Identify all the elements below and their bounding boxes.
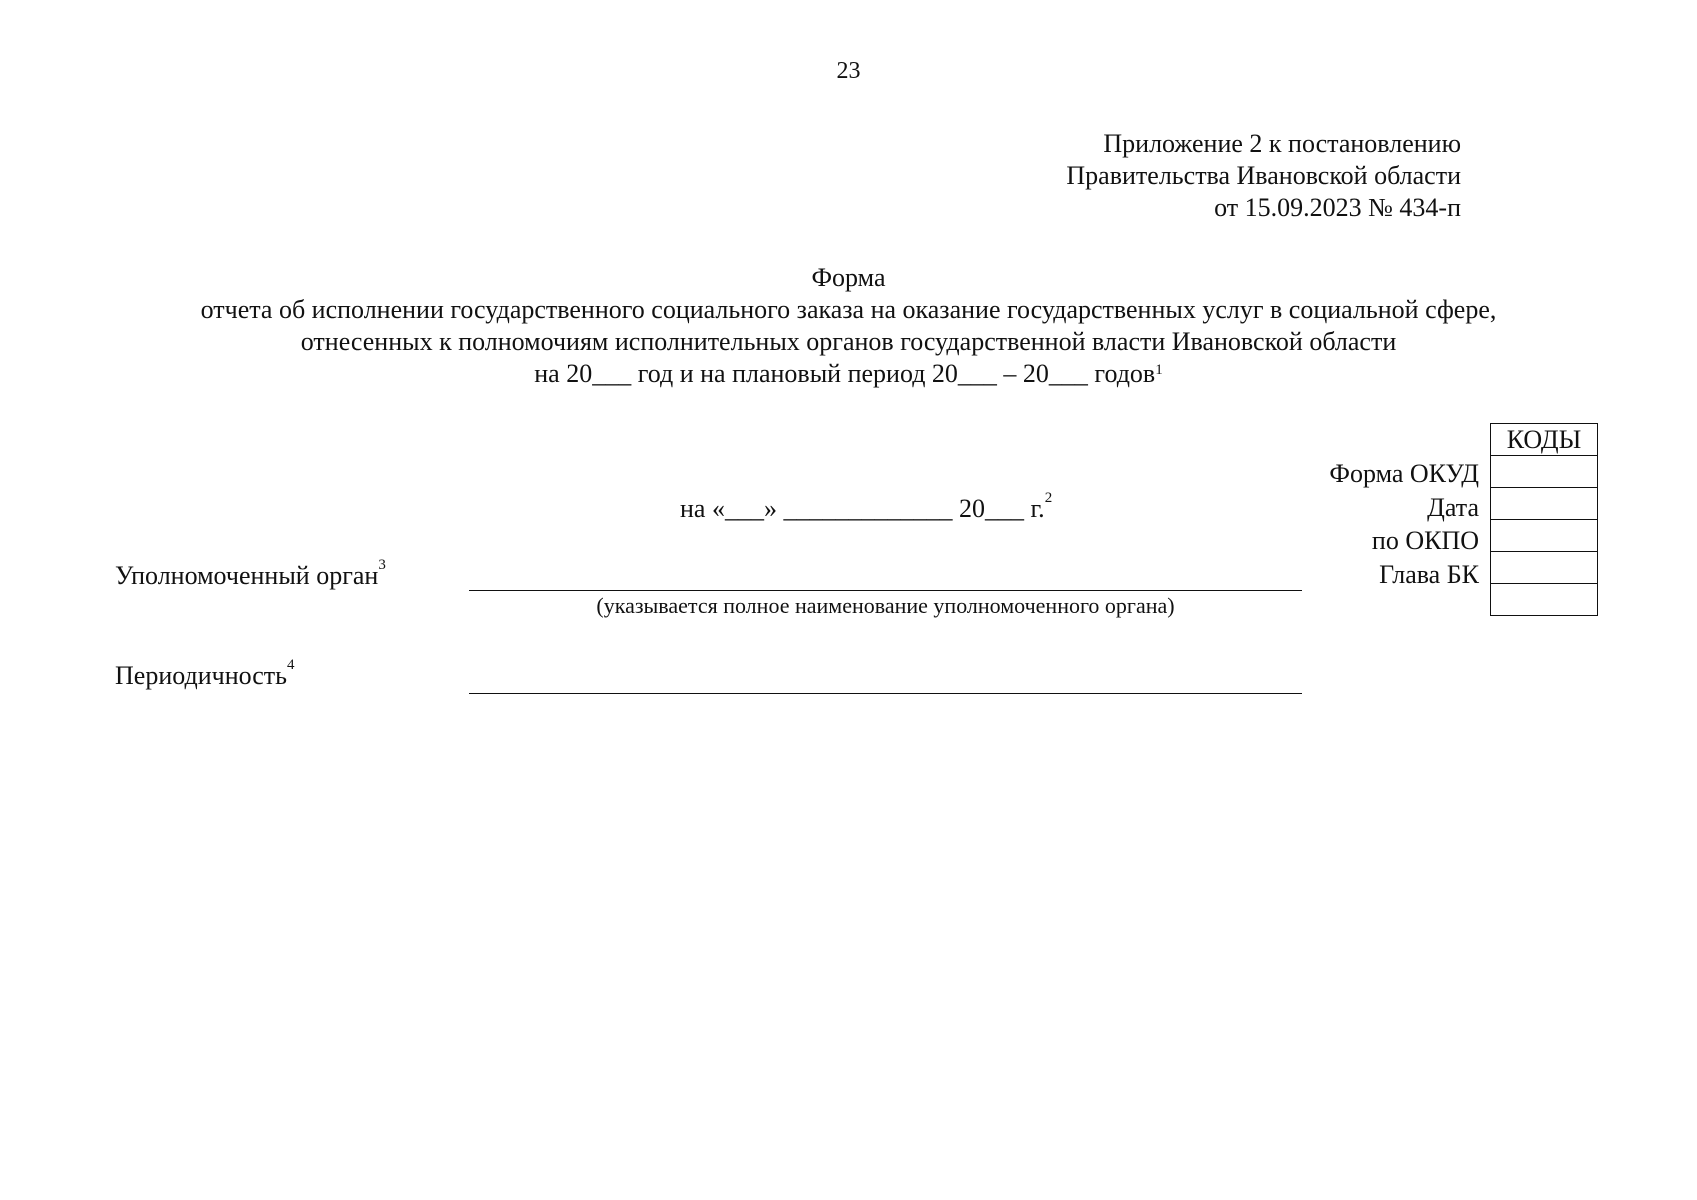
periodicity-label-text: Периодичность [115, 661, 288, 690]
footnote-2: 2 [1044, 490, 1053, 506]
code-label-glava-bk: Глава БК [1379, 560, 1479, 589]
code-label-okud: Форма ОКУД [1329, 459, 1479, 488]
footnote-3: 3 [378, 557, 386, 573]
title-line-1: Форма [811, 263, 886, 292]
report-date-text: на «___» _____________ 20___ г. [680, 494, 1045, 523]
title-line-3: отнесенных к полномочиям исполнительных органов государственной власти Ивановской области [300, 327, 1397, 356]
title-line-2: отчета об исполнении государственного социального заказа на оказание государственных услуг в социальной сфере, [200, 295, 1497, 324]
authority-hint: (указывается полное наименование уполномоченного органа) [596, 593, 1175, 618]
footnote-1: 1 [1155, 362, 1163, 378]
authority-input-line[interactable] [469, 565, 1302, 591]
code-cell-blank[interactable] [1491, 584, 1598, 616]
code-cell-okpo[interactable] [1491, 520, 1598, 552]
code-label-okpo: по ОКПО [1371, 526, 1479, 555]
page-number: 23 [836, 58, 861, 84]
report-date-line [680, 490, 1053, 524]
code-cell-okud[interactable] [1491, 456, 1598, 488]
code-cell-glava-bk[interactable] [1491, 552, 1598, 584]
title-line-4 [0, 358, 1697, 390]
codes-table [1490, 423, 1598, 616]
footnote-4: 4 [287, 657, 295, 673]
authority-label-text: Уполномоченный орган [115, 561, 379, 590]
appendix-line-2: Правительства Ивановской области [1066, 161, 1461, 190]
appendix-header [1066, 128, 1461, 224]
periodicity-label [115, 657, 295, 691]
document-title [0, 262, 1697, 390]
periodicity-input-line[interactable] [469, 668, 1302, 694]
code-cell-date[interactable] [1491, 488, 1598, 520]
title-period: на 20___ год и на плановый период 20___ – 20___ годов [534, 359, 1156, 388]
codes-header: КОДЫ [1491, 424, 1598, 456]
authority-label [115, 557, 386, 591]
appendix-line-1: Приложение 2 к постановлению [1103, 129, 1461, 158]
appendix-line-3: от 15.09.2023 № 434-п [1214, 193, 1461, 222]
code-label-date: Дата [1427, 493, 1479, 522]
